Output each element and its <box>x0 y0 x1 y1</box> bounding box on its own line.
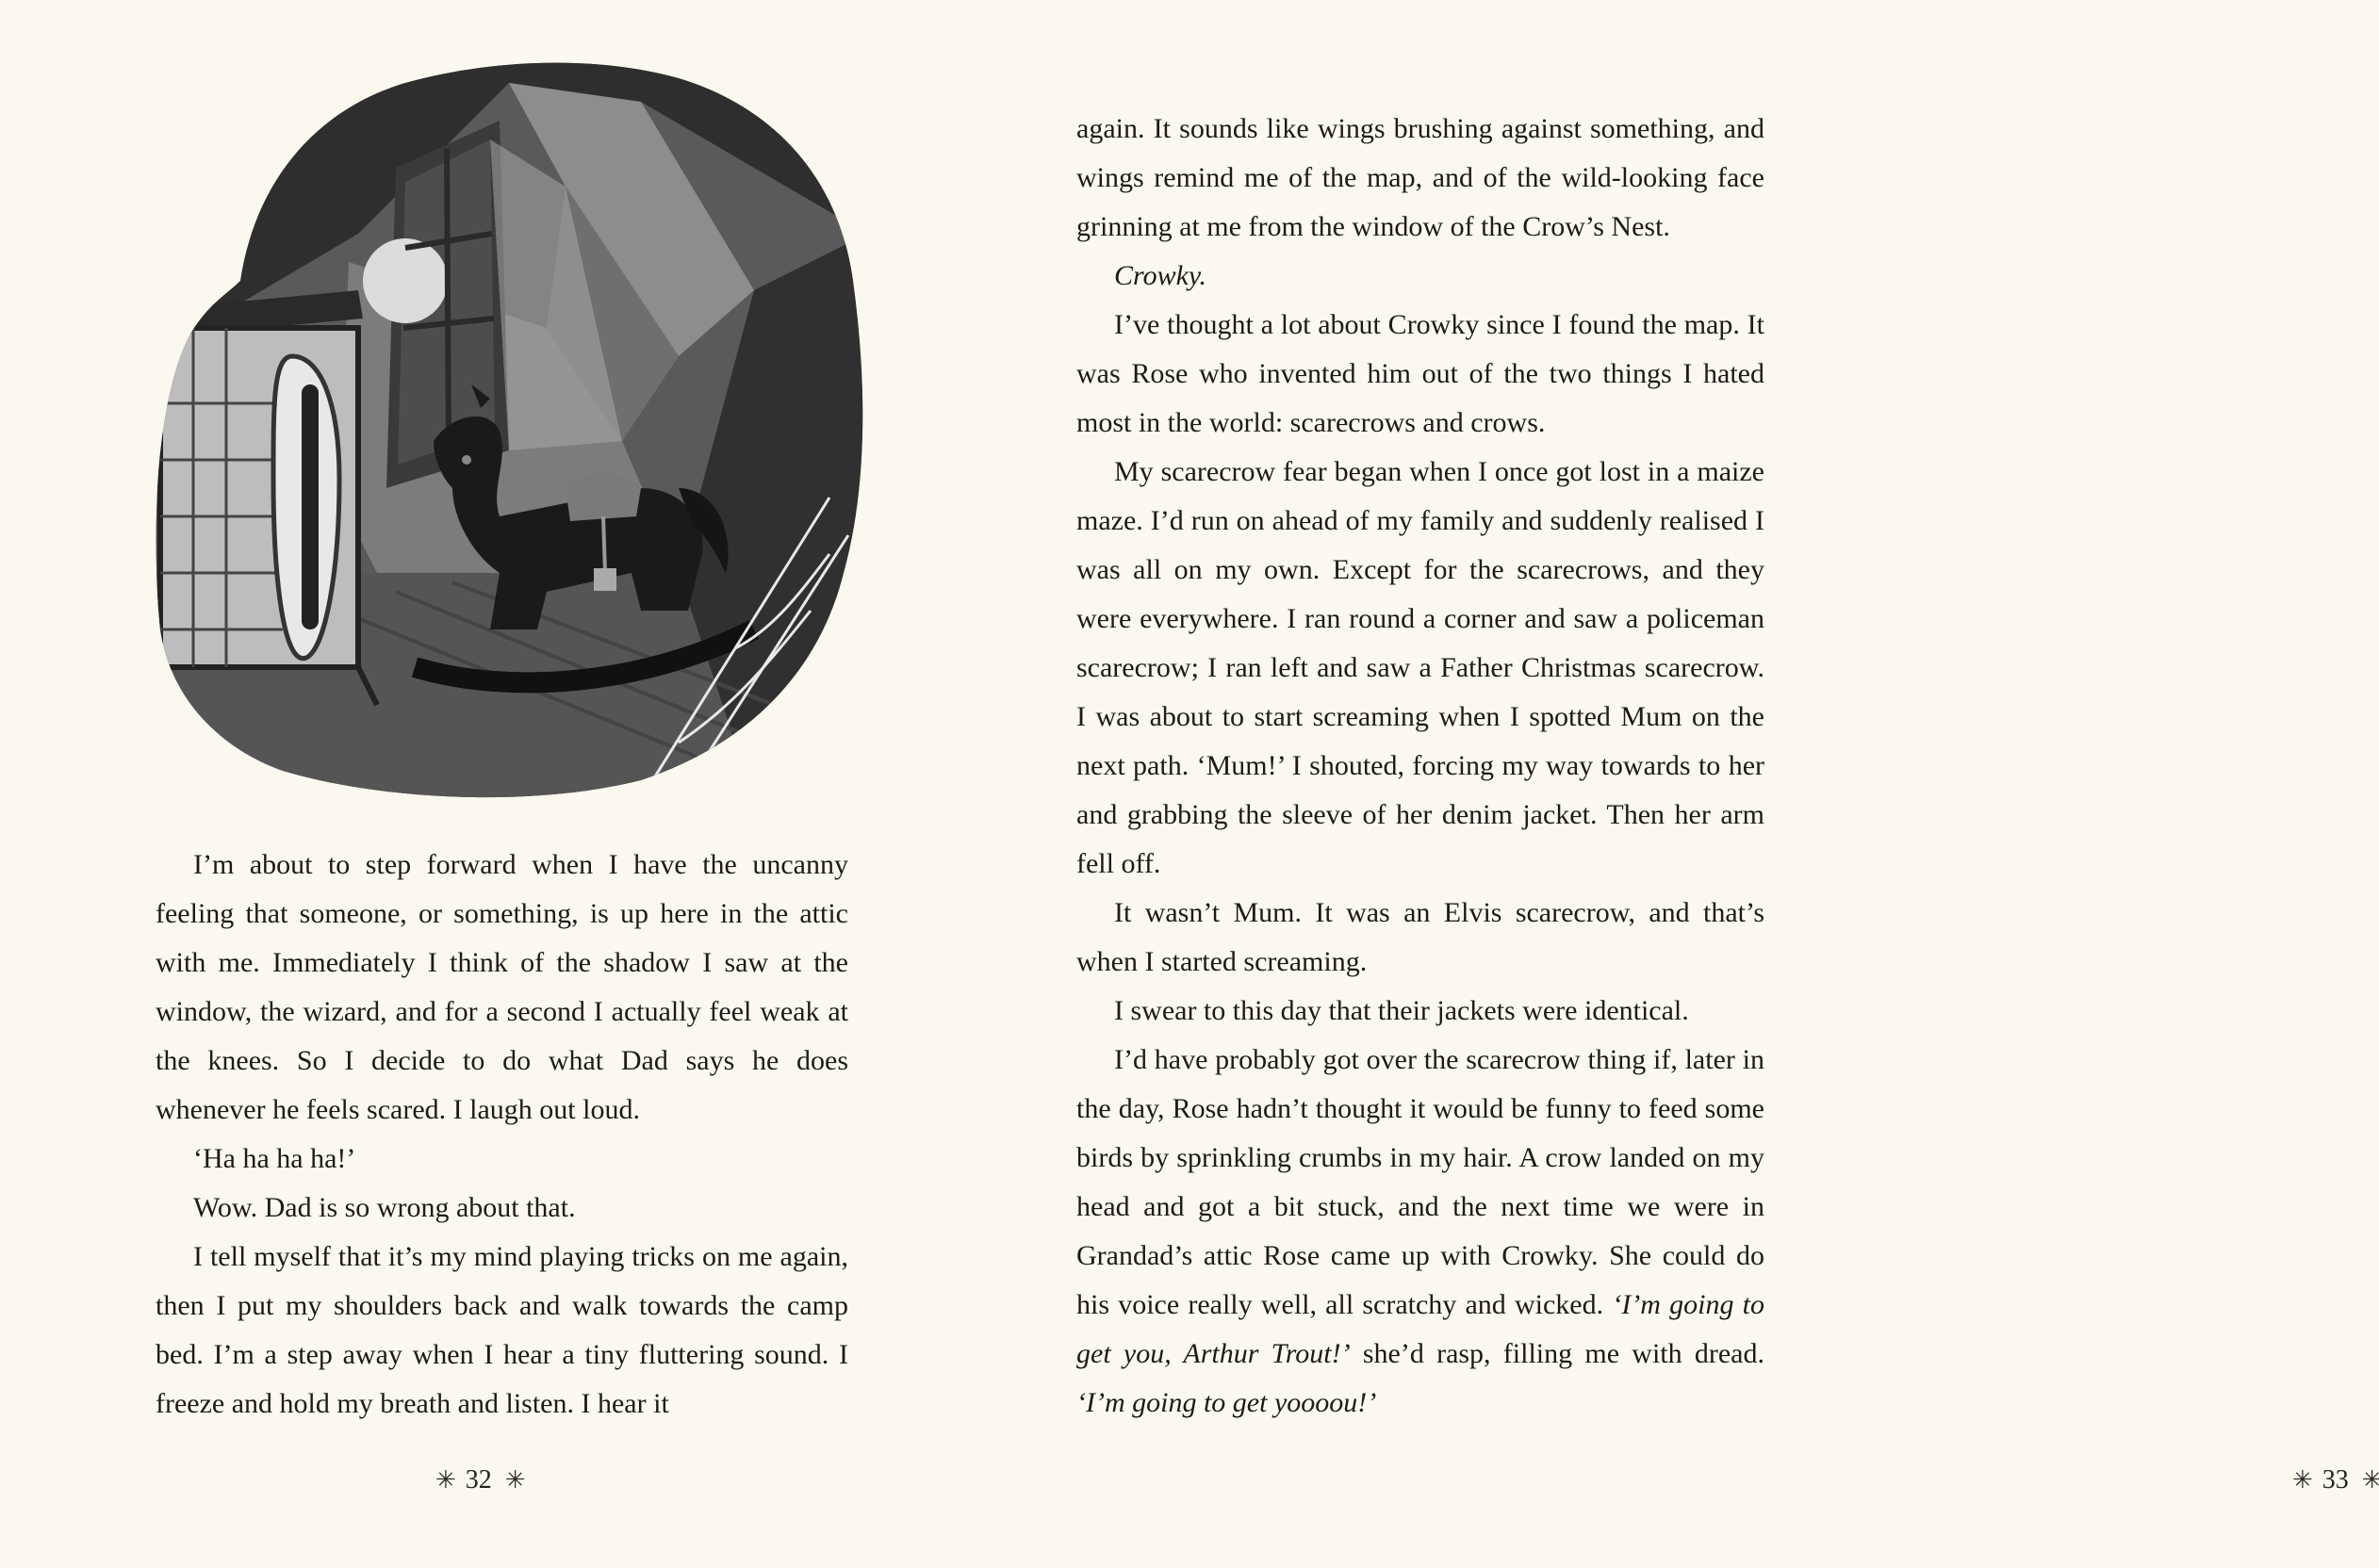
page-number-footer <box>2292 1465 2379 1495</box>
ornament-star-icon: ✳ <box>2361 1466 2379 1494</box>
left-page <box>0 0 943 1568</box>
paragraph: I’m about to step forward when I have the uncanny feeling that someone, or something, is up here in the attic with me. Immediately I think of the shadow I saw at the window, the wizard, and for a second I actually feel weak at the knees. So I decide to do what Dad says he does whenever he feels scared. I laugh out loud. <box>156 849 848 1125</box>
page-number: 32 <box>465 1465 492 1494</box>
paragraph: I tell myself that it’s my mind playing tricks on me again, then I put my shoulders back and walk towards the camp bed. I’m a step away when I hear a tiny fluttering sound. I freeze and hold my breath and listen. I hear it <box>156 1241 848 1419</box>
left-page-text <box>156 841 848 1429</box>
right-page <box>943 0 2379 1568</box>
paragraph <box>1076 1036 1764 1428</box>
page-number: 33 <box>2322 1465 2349 1494</box>
ornament-star-icon: ✳ <box>435 1466 452 1494</box>
paragraph-text: she’d rasp, filling me with dread. <box>1350 1338 1764 1369</box>
attic-rocking-horse-picture <box>151 45 867 799</box>
paragraph: I’ve thought a lot about Crowky since I found the map. It was Rose who invented him out of the two things I hated most in the world: scarecrows and crows. <box>1076 309 1764 438</box>
paragraph: My scarecrow fear began when I once got lost in a maize maze. I’d run on ahead of my family and suddenly realised I was all on my own. Except for the scarecrows, and they were everywhere. I ran round a corner and saw a policeman scarecrow; I ran left and saw a Father Christmas scarecrow. I was about to start screaming when I spotted Mum on the next path. ‘Mum!’ I shouted, forcing my way towards to her and grabbing the sleeve of her denim jacket. Then her arm fell off. <box>1076 456 1764 879</box>
paragraph-text: I’d have probably got over the scarecrow thing if, later in the day, Rose hadn’t thought it would be funny to feed some birds by sprinkling crumbs in my hair. A crow landed on my head and got a bit stuck, and the next time we were in Grandad’s attic Rose came up with Crowky. She could do his voice really well, all scratchy and wicked. <box>1076 1044 1764 1320</box>
ornament-star-icon: ✳ <box>2292 1466 2309 1494</box>
attic-illustration <box>151 45 867 799</box>
paragraph: Wow. Dad is so wrong about that. <box>193 1192 576 1223</box>
page-number-footer <box>435 1465 522 1495</box>
paragraph: again. It sounds like wings brushing against something, and wings remind me of the map, and of the wild-looking face grinning at me from the window of the Crow’s Nest. <box>1076 113 1764 242</box>
paragraph: ‘Ha ha ha ha!’ <box>193 1143 356 1174</box>
crowky-quote: ‘I’m going to get yoooou!’ <box>1076 1387 1377 1418</box>
paragraph: Crowky. <box>1114 260 1207 291</box>
right-page-text <box>1076 105 1764 1428</box>
paragraph: It wasn’t Mum. It was an Elvis scarecrow, and that’s when I started screaming. <box>1076 897 1764 977</box>
crowky-quote: ‘I’m going to get you, Arthur Trout!’ <box>1076 1289 1765 1369</box>
paragraph: I swear to this day that their jackets were identical. <box>1114 995 1689 1026</box>
ornament-star-icon: ✳ <box>504 1466 522 1494</box>
